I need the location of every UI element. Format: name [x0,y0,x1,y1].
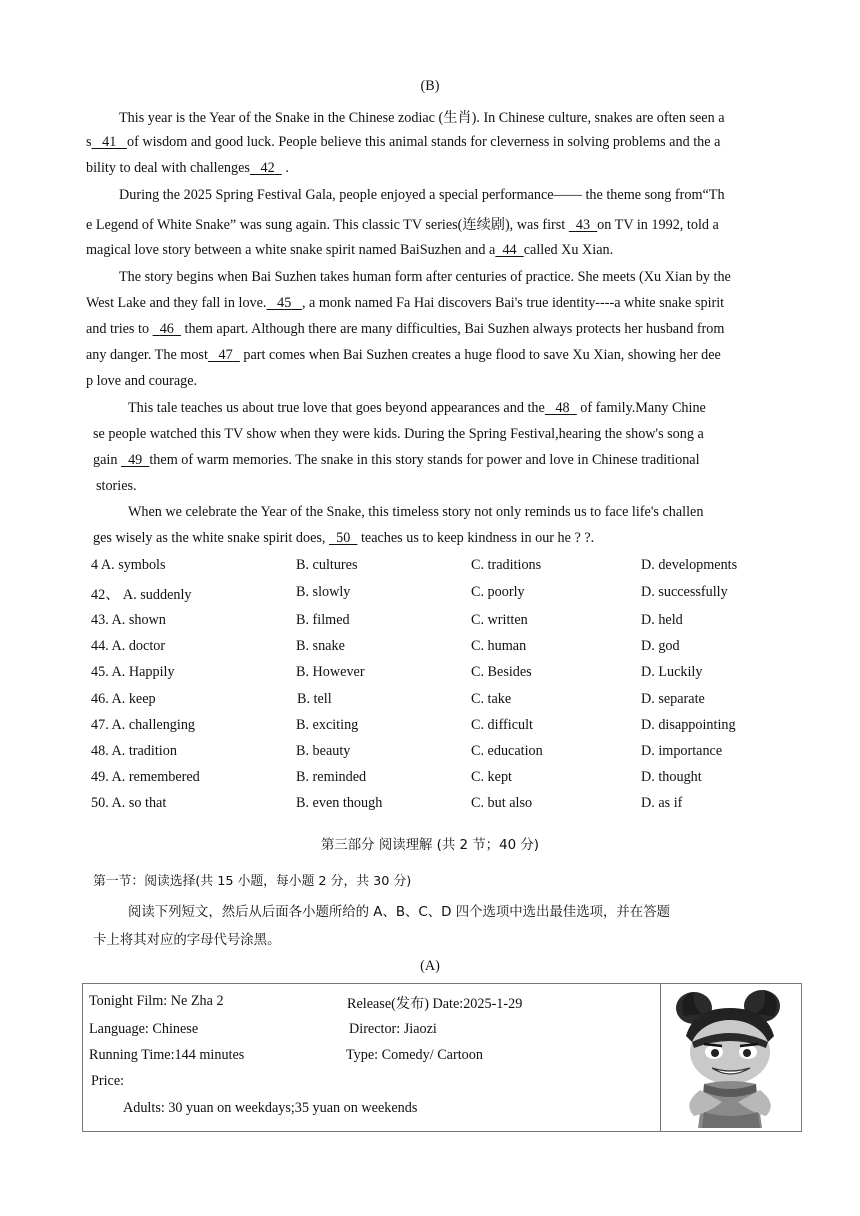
option-row-45 [0,664,860,684]
price-label: Price: [91,1073,125,1089]
passage-line-11: p love and courage. [86,373,198,389]
text: s [86,134,92,150]
option-d: D. god [641,638,680,654]
option-c: C. traditions [471,557,542,573]
option-c: C. take [471,691,512,707]
release-date: Release(发布) Date:2025-1-29 [347,996,523,1012]
text: e Legend of White Snake” was sung again. This classic TV series(连续剧), was first [86,217,569,233]
passage-line-9 [86,321,724,338]
passage-line-2 [86,134,720,151]
blank-41: 41 [102,134,117,150]
text: of wisdom and good luck. People believe this animal stands for cleverness in solving problems and the a [127,134,721,150]
option-a: 4 A. symbols [91,557,166,573]
text: called Xu Xian. [523,242,614,258]
option-a: 44. A. doctor [91,638,166,654]
instruction-line-1: 阅读下列短文，然后从后面各小题所给的 A、B、C、D 四个选项中选出最佳选项，并在答题 [128,905,670,920]
section-b-heading: (B) [420,78,440,94]
option-a: 47. A. challenging [91,717,196,733]
option-d: D. thought [641,769,702,785]
option-row-50 [0,795,860,815]
text: them apart. Although there are many difficulties, Bai Suzhen always protects her husband from [180,321,725,337]
passage-line-3 [86,160,289,177]
text: West Lake and they fall in love. [86,295,267,311]
passage-line-1: This year is the Year of the Snake in the Chinese zodiac (生肖). In Chinese culture, snakes are often seen a [119,110,725,126]
table-divider [660,983,661,1132]
text: them of warm memories. The snake in this story stands for power and love in Chinese traditional [149,452,700,468]
option-row-46 [0,691,860,711]
blank-42: 42 [260,160,275,176]
text: magical love story between a white snake spirit named BaiSuzhen and a [86,242,496,258]
passage-line-7: The story begins when Bai Suzhen takes human form after centuries of practice. She meets (Xu Xian by the [119,269,731,285]
blank-44: 44 [502,242,517,258]
blank-48: 48 [555,400,570,416]
text: on TV in 1992, told a [597,217,719,233]
option-c: C. kept [471,769,512,785]
text: , a monk named Fa Hai discovers Bai's true identity----a white snake spirit [301,295,725,311]
option-b: B. exciting [296,717,359,733]
option-d: D. as if [641,795,683,811]
film-language: Language: Chinese [89,1021,199,1037]
section-a-heading: (A) [420,958,440,974]
option-row-43 [0,612,860,632]
option-c: C. human [471,638,527,654]
section1-title: 第一节：阅读选择(共 15 小题，每小题 2 分，共 30 分) [93,874,412,889]
passage-line-6 [86,242,613,259]
option-d: D. separate [641,691,705,707]
option-d: D. successfully [641,584,728,600]
adult-price: Adults: 30 yuan on weekdays;35 yuan on weekends [123,1100,418,1116]
blank-45: 45 [277,295,292,311]
passage-line-10 [86,347,721,364]
option-a: 46. A. keep [91,691,156,707]
ne-zha-character-image [664,986,798,1128]
option-row-48 [0,743,860,763]
option-b: B. tell [297,691,332,707]
option-c: C. difficult [471,717,534,733]
passage-line-4: During the 2025 Spring Festival Gala, people enjoyed a special performance—— the theme song from“Th [119,187,725,203]
blank-43: 43 [575,217,591,233]
passage-line-13: se people watched this TV show when they were kids. During the Spring Festival,hearing the show's song a [93,426,704,442]
option-a: 48. A. tradition [91,743,177,759]
option-d: D. disappointing [641,717,736,733]
option-b: B. snake [296,638,345,654]
option-row-41 [0,557,860,577]
text: bility to deal with challenges [86,160,250,176]
option-d: D. developments [641,557,738,573]
option-a: 45. A. Happily [91,664,175,680]
passage-line-17 [93,530,594,547]
option-b: B. even though [296,795,383,811]
blank-47: 47 [218,347,233,363]
passage-line-15: stories. [96,478,137,494]
text: part comes when Bai Suzhen creates a huge flood to save Xu Xian, showing her dee [239,347,721,363]
film-running-time: Running Time:144 minutes [89,1047,245,1063]
option-d: D. held [641,612,683,628]
passage-line-5 [86,214,719,234]
blank-46: 46 [159,321,174,337]
option-b: B. reminded [296,769,367,785]
passage-line-12 [128,400,706,417]
text: and tries to [86,321,153,337]
film-director: Director: Jiaozi [349,1021,437,1037]
option-b: B. beauty [296,743,351,759]
option-c: C. but also [471,795,533,811]
text: . [281,160,289,176]
passage-line-8 [86,295,724,312]
option-row-44 [0,638,860,658]
option-b: B. However [296,664,365,680]
option-a: 42、 A. suddenly [91,587,192,603]
option-b: B. cultures [296,557,358,573]
option-c: C. education [471,743,543,759]
passage-line-16: When we celebrate the Year of the Snake, this timeless story not only reminds us to face life's challen [128,504,704,520]
option-d: D. importance [641,743,723,759]
text: gain [93,452,121,468]
part3-title: 第三部分 阅读理解 (共 2 节；40 分) [321,838,539,853]
passage-line-14 [93,452,700,469]
option-row-47 [0,717,860,737]
option-b: B. slowly [296,584,351,600]
instruction-line-2: 卡上将其对应的字母代号涂黑。 [93,933,281,948]
blank-50: 50 [336,530,351,546]
option-a: 50. A. so that [91,795,167,811]
option-b: B. filmed [296,612,350,628]
option-a: 49. A. remembered [91,769,200,785]
option-d: D. Luckily [641,664,703,680]
text: This tale teaches us about true love that goes beyond appearances and the [128,400,545,416]
film-type: Type: Comedy/ Cartoon [346,1047,483,1063]
text: teaches us to keep kindness in our he ? ?. [357,530,595,546]
blank-49: 49 [128,452,143,468]
text: of family.Many Chine [576,400,706,416]
option-a: 43. A. shown [91,612,166,628]
film-title: Tonight Film: Ne Zha 2 [89,993,224,1009]
option-c: C. poorly [471,584,525,600]
text: ges wisely as the white snake spirit does, [93,530,330,546]
option-c: C. Besides [471,664,532,680]
text: any danger. The most [86,347,208,363]
option-row-42 [0,584,860,604]
option-row-49 [0,769,860,789]
option-c: C. written [471,612,528,628]
